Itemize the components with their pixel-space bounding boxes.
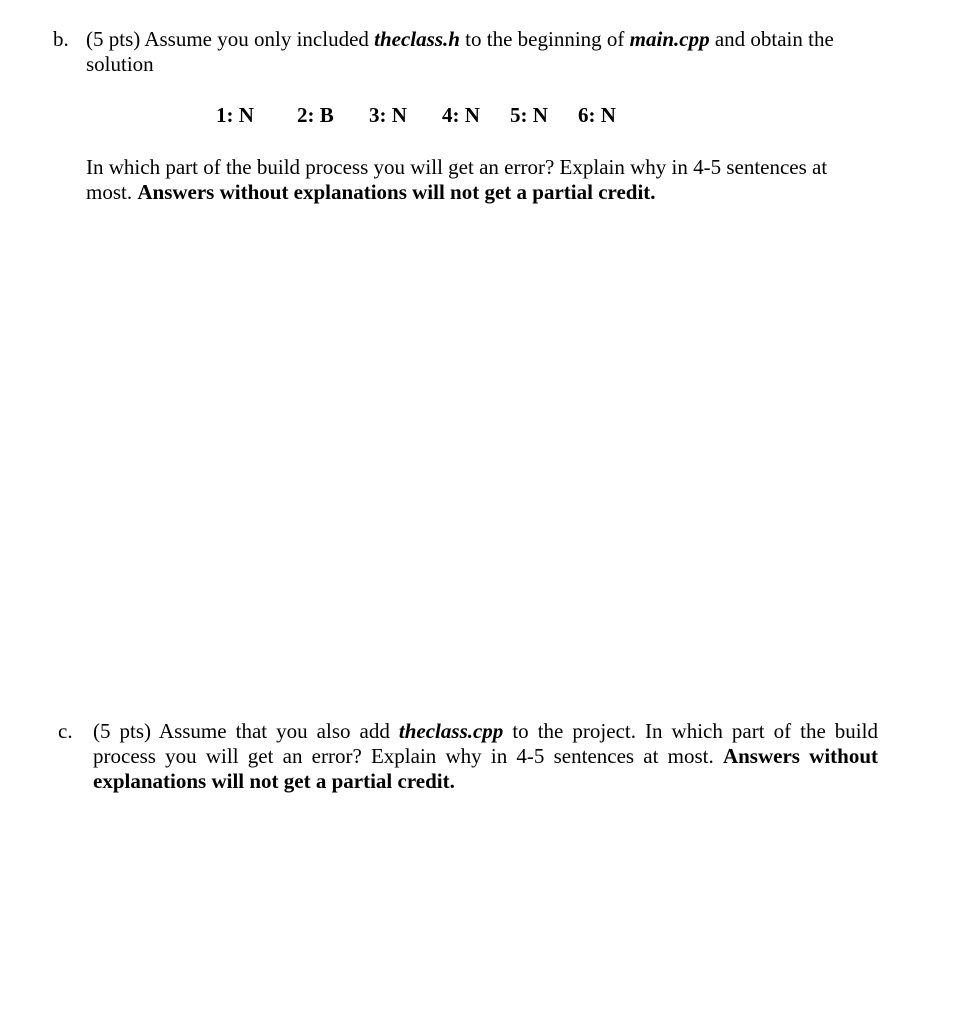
question-b-followup-warning: Answers without explanations will not get a partial credit. — [137, 180, 656, 204]
answer-item: 3: N — [369, 103, 407, 127]
question-b-letter: b. — [53, 27, 69, 51]
answer-item: 6: N — [578, 103, 616, 127]
question-b-prompt — [86, 27, 873, 77]
question-b-file-header: theclass.h — [374, 27, 460, 51]
question-c-file-source: theclass.cpp — [398, 719, 504, 743]
question-b-followup-text: In which part of the build process you will get an error? Explain why in 4-5 sentences at most. — [86, 155, 828, 204]
question-b-text-2: to the beginning of — [459, 27, 630, 51]
question-b — [53, 27, 873, 77]
question-c — [58, 719, 878, 794]
question-c-warning: Answers without explanations will not get a partial credit. — [93, 744, 879, 793]
answer-item: 4: N — [442, 103, 480, 127]
question-b-file-main: main.cpp — [629, 27, 710, 51]
answer-item: 2: B — [297, 103, 334, 127]
question-c-prompt — [93, 719, 878, 794]
question-c-text-1: Assume that you also add — [151, 719, 399, 743]
question-c-letter: c. — [58, 719, 73, 743]
answer-list — [216, 103, 616, 128]
question-c-points: (5 pts) — [93, 719, 152, 743]
question-b-text-1: Assume you only included — [140, 27, 375, 51]
answer-item: 5: N — [510, 103, 548, 127]
question-b-followup — [86, 155, 866, 205]
question-c-text-2: to the project. In which part of the build process you will get an error? Explain why in 4-5 sentences at most. — [93, 719, 878, 768]
question-b-points: (5 pts) — [86, 27, 141, 51]
answer-item: 1: N — [216, 103, 254, 127]
question-b-text-3: and obtain the solution — [86, 27, 834, 76]
